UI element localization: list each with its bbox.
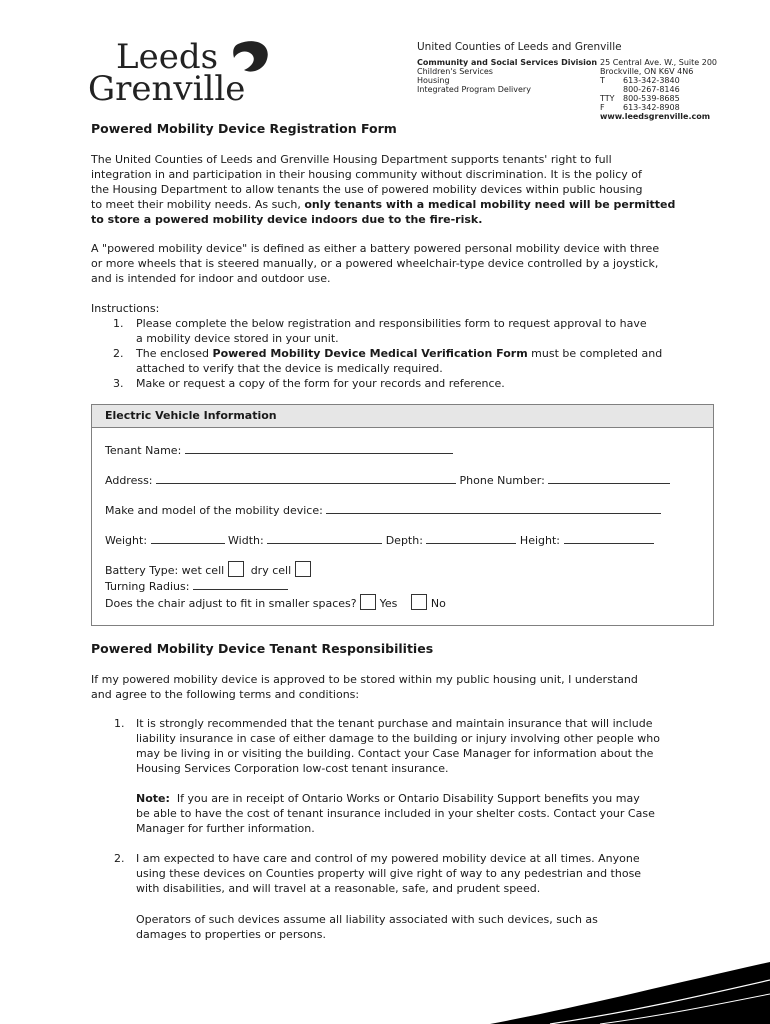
height-field[interactable] — [564, 532, 654, 544]
address-field[interactable] — [156, 472, 456, 484]
note-label: Note: — [136, 792, 170, 805]
instruction-text: Make or request a copy of the form for your records and reference. — [136, 377, 505, 390]
intro-bold-text: only tenants with a medical mobility need will be permitted — [304, 198, 676, 211]
instruction-text-part: must be completed and — [527, 347, 663, 360]
phone-number-field[interactable] — [548, 472, 670, 484]
operators-liability — [136, 912, 716, 942]
instruction-text: Please complete the below registration and responsibilities form to request approval to have — [136, 317, 647, 330]
responsibilities-intro — [91, 672, 716, 702]
intro-line: The United Counties of Leeds and Grenville Housing Department supports tenants' right to full — [91, 153, 612, 166]
instruction-number: 3. — [113, 377, 124, 390]
intro-line: integration in and participation in their housing community without discrimination. It is the policy of — [91, 168, 642, 181]
contact-block — [600, 58, 717, 121]
vehicle-info-box — [91, 404, 714, 626]
responsibilities-intro-line: and agree to the following terms and conditions: — [91, 688, 360, 701]
logo-graphic — [88, 36, 288, 106]
intro-bold-text: to store a powered mobility device indoors due to the fire-risk. — [91, 213, 483, 226]
intro-paragraph — [91, 152, 716, 227]
vehicle-info-header — [92, 405, 713, 428]
instructions-section — [91, 301, 716, 391]
phone-value: 800-539-8685 — [623, 94, 680, 103]
division-name: Community and Social Services Division — [417, 58, 598, 67]
instruction-text: attached to verify that the device is medically required. — [136, 362, 443, 375]
operators-line: Operators of such devices assume all liability associated with such devices, such as — [136, 913, 598, 926]
address-line: Brockville, ON K6V 4N6 — [600, 67, 694, 76]
responsibility-line: may be living in or visiting the building. Contact your Case Manager for information about the — [136, 747, 654, 760]
width-label: Width: — [228, 534, 264, 547]
instruction-number: 2. — [113, 347, 124, 360]
logo-text-grenville: Grenville — [88, 69, 246, 106]
responsibility-line: I am expected to have care and control of my powered mobility device at all times. Anyone — [136, 852, 640, 865]
definition-line: A "powered mobility device" is defined as either a battery powered personal mobility device with three — [91, 242, 660, 255]
tenant-name-field[interactable] — [185, 442, 453, 454]
no-checkbox[interactable] — [411, 594, 427, 610]
verification-form-name: Powered Mobility Device Medical Verification Form — [212, 347, 528, 360]
leaf-swoosh-icon — [233, 41, 268, 71]
division-line: Housing — [417, 76, 450, 85]
definition-line: or more wheels that is steered manually, or a powered wheelchair-type device controlled by a joystick, — [91, 257, 659, 270]
width-field[interactable] — [267, 532, 382, 544]
battery-type-row — [105, 561, 311, 577]
dry-cell-checkbox[interactable] — [295, 561, 311, 577]
definition-paragraph — [91, 241, 716, 286]
turning-radius-row — [105, 578, 288, 593]
instruction-text-part: The enclosed — [136, 347, 213, 360]
phone-row — [600, 85, 717, 94]
adjust-question-row — [105, 594, 446, 610]
intro-line: the Housing Department to allow tenants the use of powered mobility devices within public housing — [91, 183, 643, 196]
phone-row — [600, 94, 717, 103]
instruction-item — [91, 376, 716, 391]
responsibilities-title: Powered Mobility Device Tenant Responsibilities — [91, 641, 434, 656]
definition-line: and is intended for indoor and outdoor use. — [91, 272, 331, 285]
turning-radius-label: Turning Radius: — [105, 580, 190, 593]
phone-row — [600, 76, 717, 85]
make-model-label: Make and model of the mobility device: — [105, 504, 323, 517]
phone-value: 800-267-8146 — [623, 85, 680, 94]
division-line: Children's Services — [417, 67, 493, 76]
dimensions-row — [105, 532, 654, 547]
corner-swoosh-shape — [490, 962, 770, 1024]
weight-label: Weight: — [105, 534, 148, 547]
note-text: If you are in receipt of Ontario Works or Ontario Disability Support benefits you may — [169, 792, 640, 805]
phone-number-label: Phone Number: — [459, 474, 545, 487]
responsibility-number: 1. — [114, 717, 125, 730]
phone-row — [600, 103, 717, 112]
tenant-name-label: Tenant Name: — [105, 444, 182, 457]
wet-cell-checkbox[interactable] — [228, 561, 244, 577]
responsibility-number: 2. — [114, 852, 125, 865]
address-line: 25 Central Ave. W., Suite 200 — [600, 58, 718, 67]
responsibility-item-2 — [114, 851, 716, 896]
yes-checkbox[interactable] — [360, 594, 376, 610]
phone-label: F — [600, 103, 605, 112]
instruction-item — [91, 346, 716, 376]
phone-label — [600, 85, 623, 94]
weight-field[interactable] — [151, 532, 225, 544]
vehicle-info-heading: Electric Vehicle Information — [105, 409, 277, 422]
responsibility-line: with disabilities, and will travel at a reasonable, safe, and prudent speed. — [136, 882, 541, 895]
responsibility-item-1 — [114, 716, 716, 776]
intro-line — [91, 212, 716, 227]
instruction-text: a mobility device stored in your unit. — [136, 332, 339, 345]
responsibility-line: It is strongly recommended that the tenant purchase and maintain insurance that will include — [136, 717, 653, 730]
org-title: United Counties of Leeds and Grenville — [417, 41, 622, 53]
responsibility-line: using these devices on Counties property will give right of way to any pedestrian and those — [136, 867, 642, 880]
adjust-question-label: Does the chair adjust to fit in smaller spaces? — [105, 597, 357, 610]
form-title: Powered Mobility Device Registration Form — [91, 121, 397, 136]
operators-line: damages to properties or persons. — [136, 928, 327, 941]
leeds-grenville-logo — [88, 36, 288, 106]
responsibility-line: liability insurance in case of either damage to the building or injury involving other people who — [136, 732, 660, 745]
note-line — [136, 791, 716, 806]
logo-text-leeds: Leeds — [116, 37, 219, 77]
height-label: Height: — [519, 534, 560, 547]
yes-label: Yes — [379, 597, 398, 610]
make-model-field[interactable] — [326, 502, 661, 514]
instruction-number: 1. — [113, 317, 124, 330]
corner-swoosh-decoration — [490, 962, 770, 1024]
no-label: No — [430, 597, 446, 610]
division-line: Integrated Program Delivery — [417, 85, 531, 94]
battery-type-label: Battery Type: wet cell — [105, 564, 225, 577]
instruction-text — [136, 346, 716, 361]
address-label: Address: — [105, 474, 153, 487]
note-line: be able to have the cost of tenant insurance included in your shelter costs. Contact your Case — [136, 807, 655, 820]
insurance-note — [136, 791, 716, 836]
depth-label: Depth: — [385, 534, 423, 547]
turning-radius-field[interactable] — [193, 578, 288, 590]
division-list — [417, 58, 597, 94]
instructions-list — [91, 316, 716, 391]
intro-text: to meet their mobility needs. As such, — [91, 198, 305, 211]
make-model-row — [105, 502, 661, 517]
responsibilities-intro-line: If my powered mobility device is approved to be stored within my public housing unit, I understand — [91, 673, 638, 686]
instructions-label: Instructions: — [91, 302, 160, 315]
responsibility-line: Housing Services Corporation low-cost tenant insurance. — [136, 762, 449, 775]
intro-line — [91, 197, 716, 212]
note-line: Manager for further information. — [136, 822, 315, 835]
phone-label: TTY — [600, 94, 615, 103]
phone-value: 613-342-8908 — [623, 103, 680, 112]
tenant-name-row — [105, 442, 453, 457]
address-row — [105, 472, 670, 487]
dry-cell-label: dry cell — [250, 564, 292, 577]
phone-value: 613-342-3840 — [623, 76, 680, 85]
phone-label: T — [600, 76, 605, 85]
instruction-item — [91, 316, 716, 346]
depth-field[interactable] — [426, 532, 516, 544]
website-link[interactable]: www.leedsgrenville.com — [600, 112, 711, 121]
